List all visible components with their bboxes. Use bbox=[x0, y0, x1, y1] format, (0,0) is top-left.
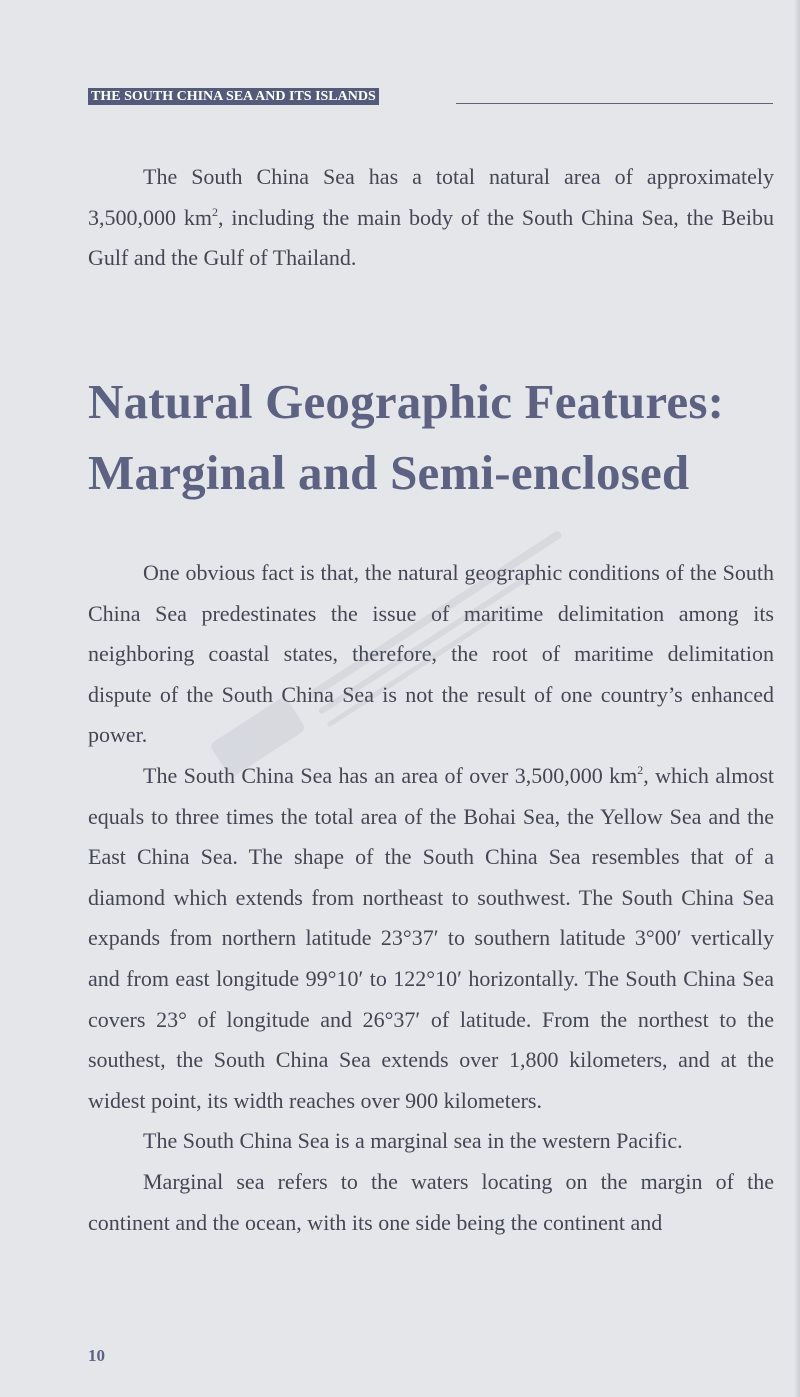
intro-text-start: The South China Sea has a total natural area of approximately 3,500,000 km bbox=[88, 164, 774, 230]
body-paragraph-4: Marginal sea refers to the waters locating on the margin of the continent and the ocean, with its one side being the continent and bbox=[88, 1168, 774, 1235]
intro-paragraph bbox=[88, 157, 774, 279]
page-number: 10 bbox=[88, 1346, 105, 1365]
body-paragraph-2-end: , which almost equals to three times the total area of the Bohai Sea, the Yellow Sea and the East China Sea. The shape of the South China Sea resembles that of a diamond which extends from northeast to southwest. The South China Sea expands from northern latitude 23°37′ to southern latitude 3°00′ vertically and from east longitude 99°10′ to 122°10′ horizontally. The South China Sea covers 23° of longitude and 26°37′ of latitude. From the northest to the southest, the South China Sea extends over 1,800 kilometers, and at the widest point, its width reaches over 900 kilometers. bbox=[88, 762, 774, 1113]
body-paragraph-2-start: The South China Sea has an area of over 3,500,000 km bbox=[143, 762, 638, 788]
body-paragraph-2 bbox=[88, 756, 774, 1121]
section-heading bbox=[88, 366, 788, 508]
page-edge-shadow bbox=[794, 0, 800, 1397]
body-paragraph-3: The South China Sea is a marginal sea in the western Pacific. bbox=[143, 1128, 683, 1154]
intro-text-end: , including the main body of the South China Sea, the Beibu Gulf and the Gulf of Thailand. bbox=[88, 204, 774, 271]
running-header bbox=[88, 88, 773, 106]
running-header-rule bbox=[456, 103, 773, 104]
running-header-title: THE SOUTH CHINA SEA AND ITS ISLANDS bbox=[88, 88, 379, 105]
intro-block bbox=[88, 157, 774, 279]
section-heading-line-2: Marginal and Semi-enclosed bbox=[88, 445, 690, 500]
intro-superscript: 2 bbox=[212, 204, 218, 219]
body-paragraph-2-superscript: 2 bbox=[637, 762, 644, 777]
body-text bbox=[88, 553, 774, 1243]
section-heading-line-1: Natural Geographic Features: bbox=[88, 374, 725, 429]
body-paragraph-1: One obvious fact is that, the natural geographic conditions of the South China Sea predestinates the issue of maritime delimitation among its neighboring coastal states, therefore, the root of maritime delimitation dispute of the South China Sea is not the result of one country’s enhanced power. bbox=[88, 560, 774, 748]
